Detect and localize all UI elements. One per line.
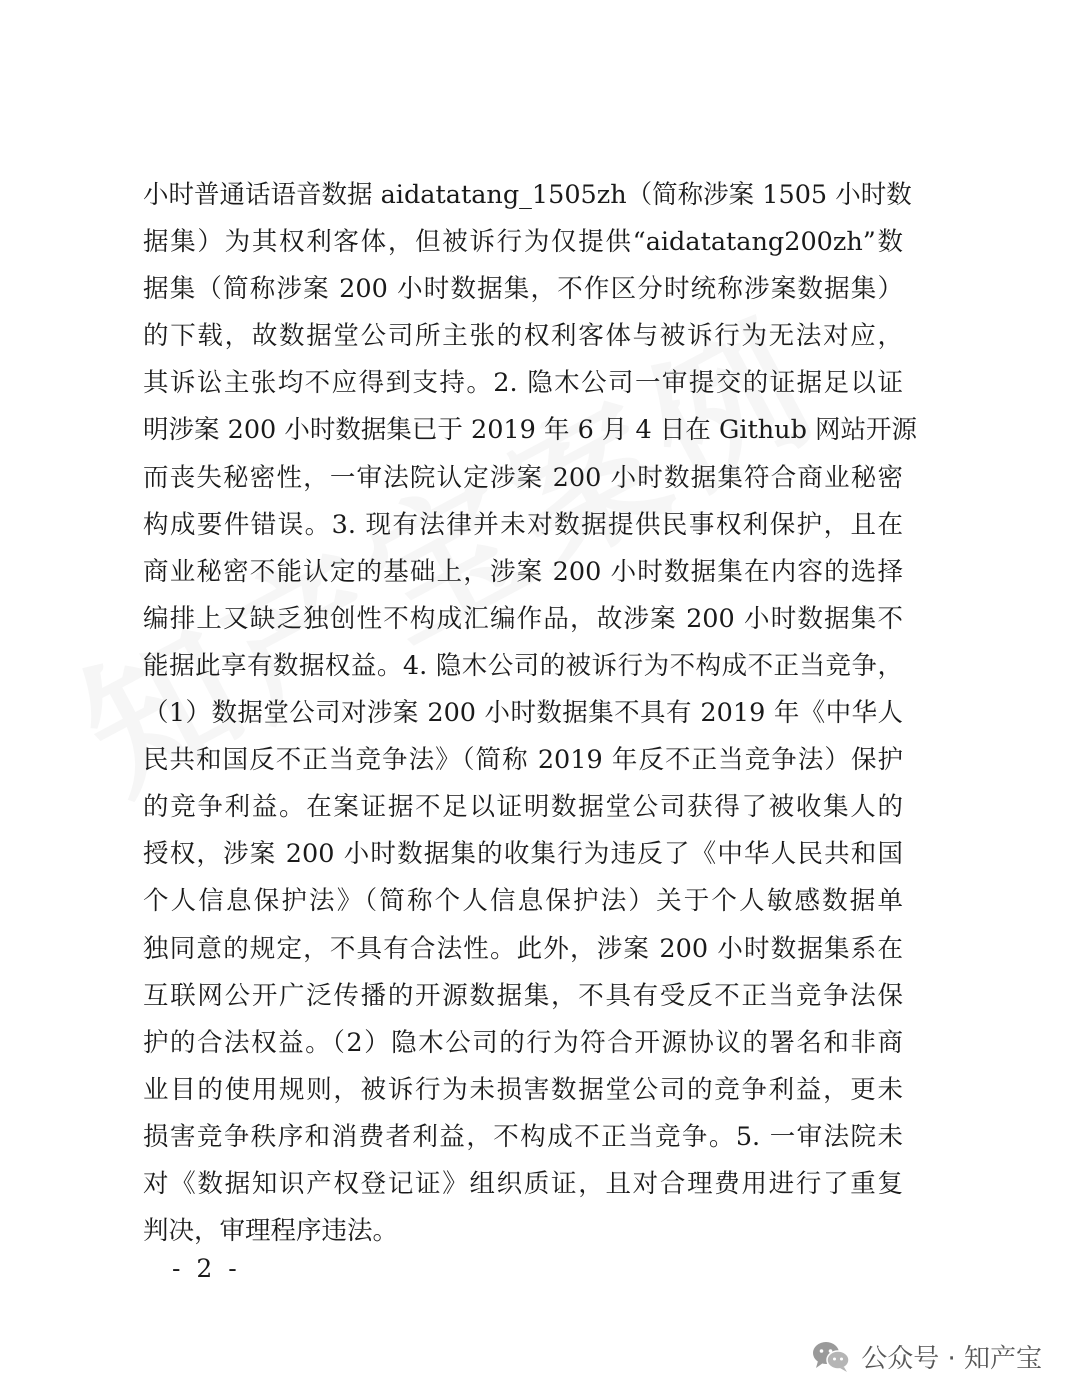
text-line: 而丧失秘密性，一审法院认定涉案 200 小时数据集符合商业秘密 <box>143 462 903 493</box>
attribution-text: 公众号 · 知产宝 <box>861 1343 1042 1374</box>
text-line: （1）数据堂公司对涉案 200 小时数据集不具有 2019 年《中华人 <box>143 698 903 729</box>
text-line: 民共和国反不正当竞争法》（简称 2019 年反不正当竞争法）保护 <box>143 745 903 776</box>
text-line: 据集）为其权利客体，但被诉行为仅提供“aidatatang200zh”数 <box>143 227 903 258</box>
text-line: 独同意的规定，不具有合法性。此外，涉案 200 小时数据集系在 <box>143 933 903 964</box>
text-line: 授权，涉案 200 小时数据集的收集行为违反了《中华人民共和国 <box>143 839 903 870</box>
text-line: 的下载，故数据堂公司所主张的权利客体与被诉行为无法对应， <box>143 321 903 352</box>
text-line: 明涉案 200 小时数据集已于 2019 年 6 月 4 日在 Github 网站开源 <box>143 415 918 446</box>
text-line: 商业秘密不能认定的基础上，涉案 200 小时数据集在内容的选择 <box>143 556 903 587</box>
text-line: 能据此享有数据权益。4. 隐木公司的被诉行为不构成不正当竞争， <box>143 650 903 681</box>
text-line: 互联网公开广泛传播的开源数据集，不具有受反不正当竞争法保 <box>143 980 903 1011</box>
text-line: 编排上又缺乏独创性不构成汇编作品，故涉案 200 小时数据集不 <box>143 603 903 634</box>
document-body <box>143 172 918 1255</box>
page-number: - 2 - <box>172 1254 241 1283</box>
wechat-icon <box>811 1339 851 1373</box>
text-line: 据集（简称涉案 200 小时数据集，不作区分时统称涉案数据集） <box>143 274 903 305</box>
text-line: 个人信息保护法》（简称个人信息保护法）关于个人敏感数据单 <box>143 886 903 917</box>
text-line: 的竞争利益。在案证据不足以证明数据堂公司获得了被收集人的 <box>143 792 903 823</box>
text-line: 小时普通话语音数据 aidatatang_1505zh（简称涉案 1505 小时数 <box>143 180 912 210</box>
text-line: 判决，审理程序违法。 <box>143 1216 399 1247</box>
text-line: 护的合法权益。（2）隐木公司的行为符合开源协议的署名和非商 <box>143 1027 903 1058</box>
text-line: 损害竞争秩序和消费者利益，不构成不正当竞争。5. 一审法院未 <box>143 1121 903 1152</box>
text-line: 构成要件错误。3. 现有法律并未对数据提供民事权利保护，且在 <box>143 509 903 540</box>
source-attribution <box>811 1336 1042 1376</box>
text-line: 其诉讼主张均不应得到支持。2. 隐木公司一审提交的证据足以证 <box>143 368 903 399</box>
text-line: 业目的使用规则，被诉行为未损害数据堂公司的竞争利益，更未 <box>143 1074 903 1105</box>
text-line: 对《数据知识产权登记证》组织质证，且对合理费用进行了重复 <box>143 1168 903 1199</box>
